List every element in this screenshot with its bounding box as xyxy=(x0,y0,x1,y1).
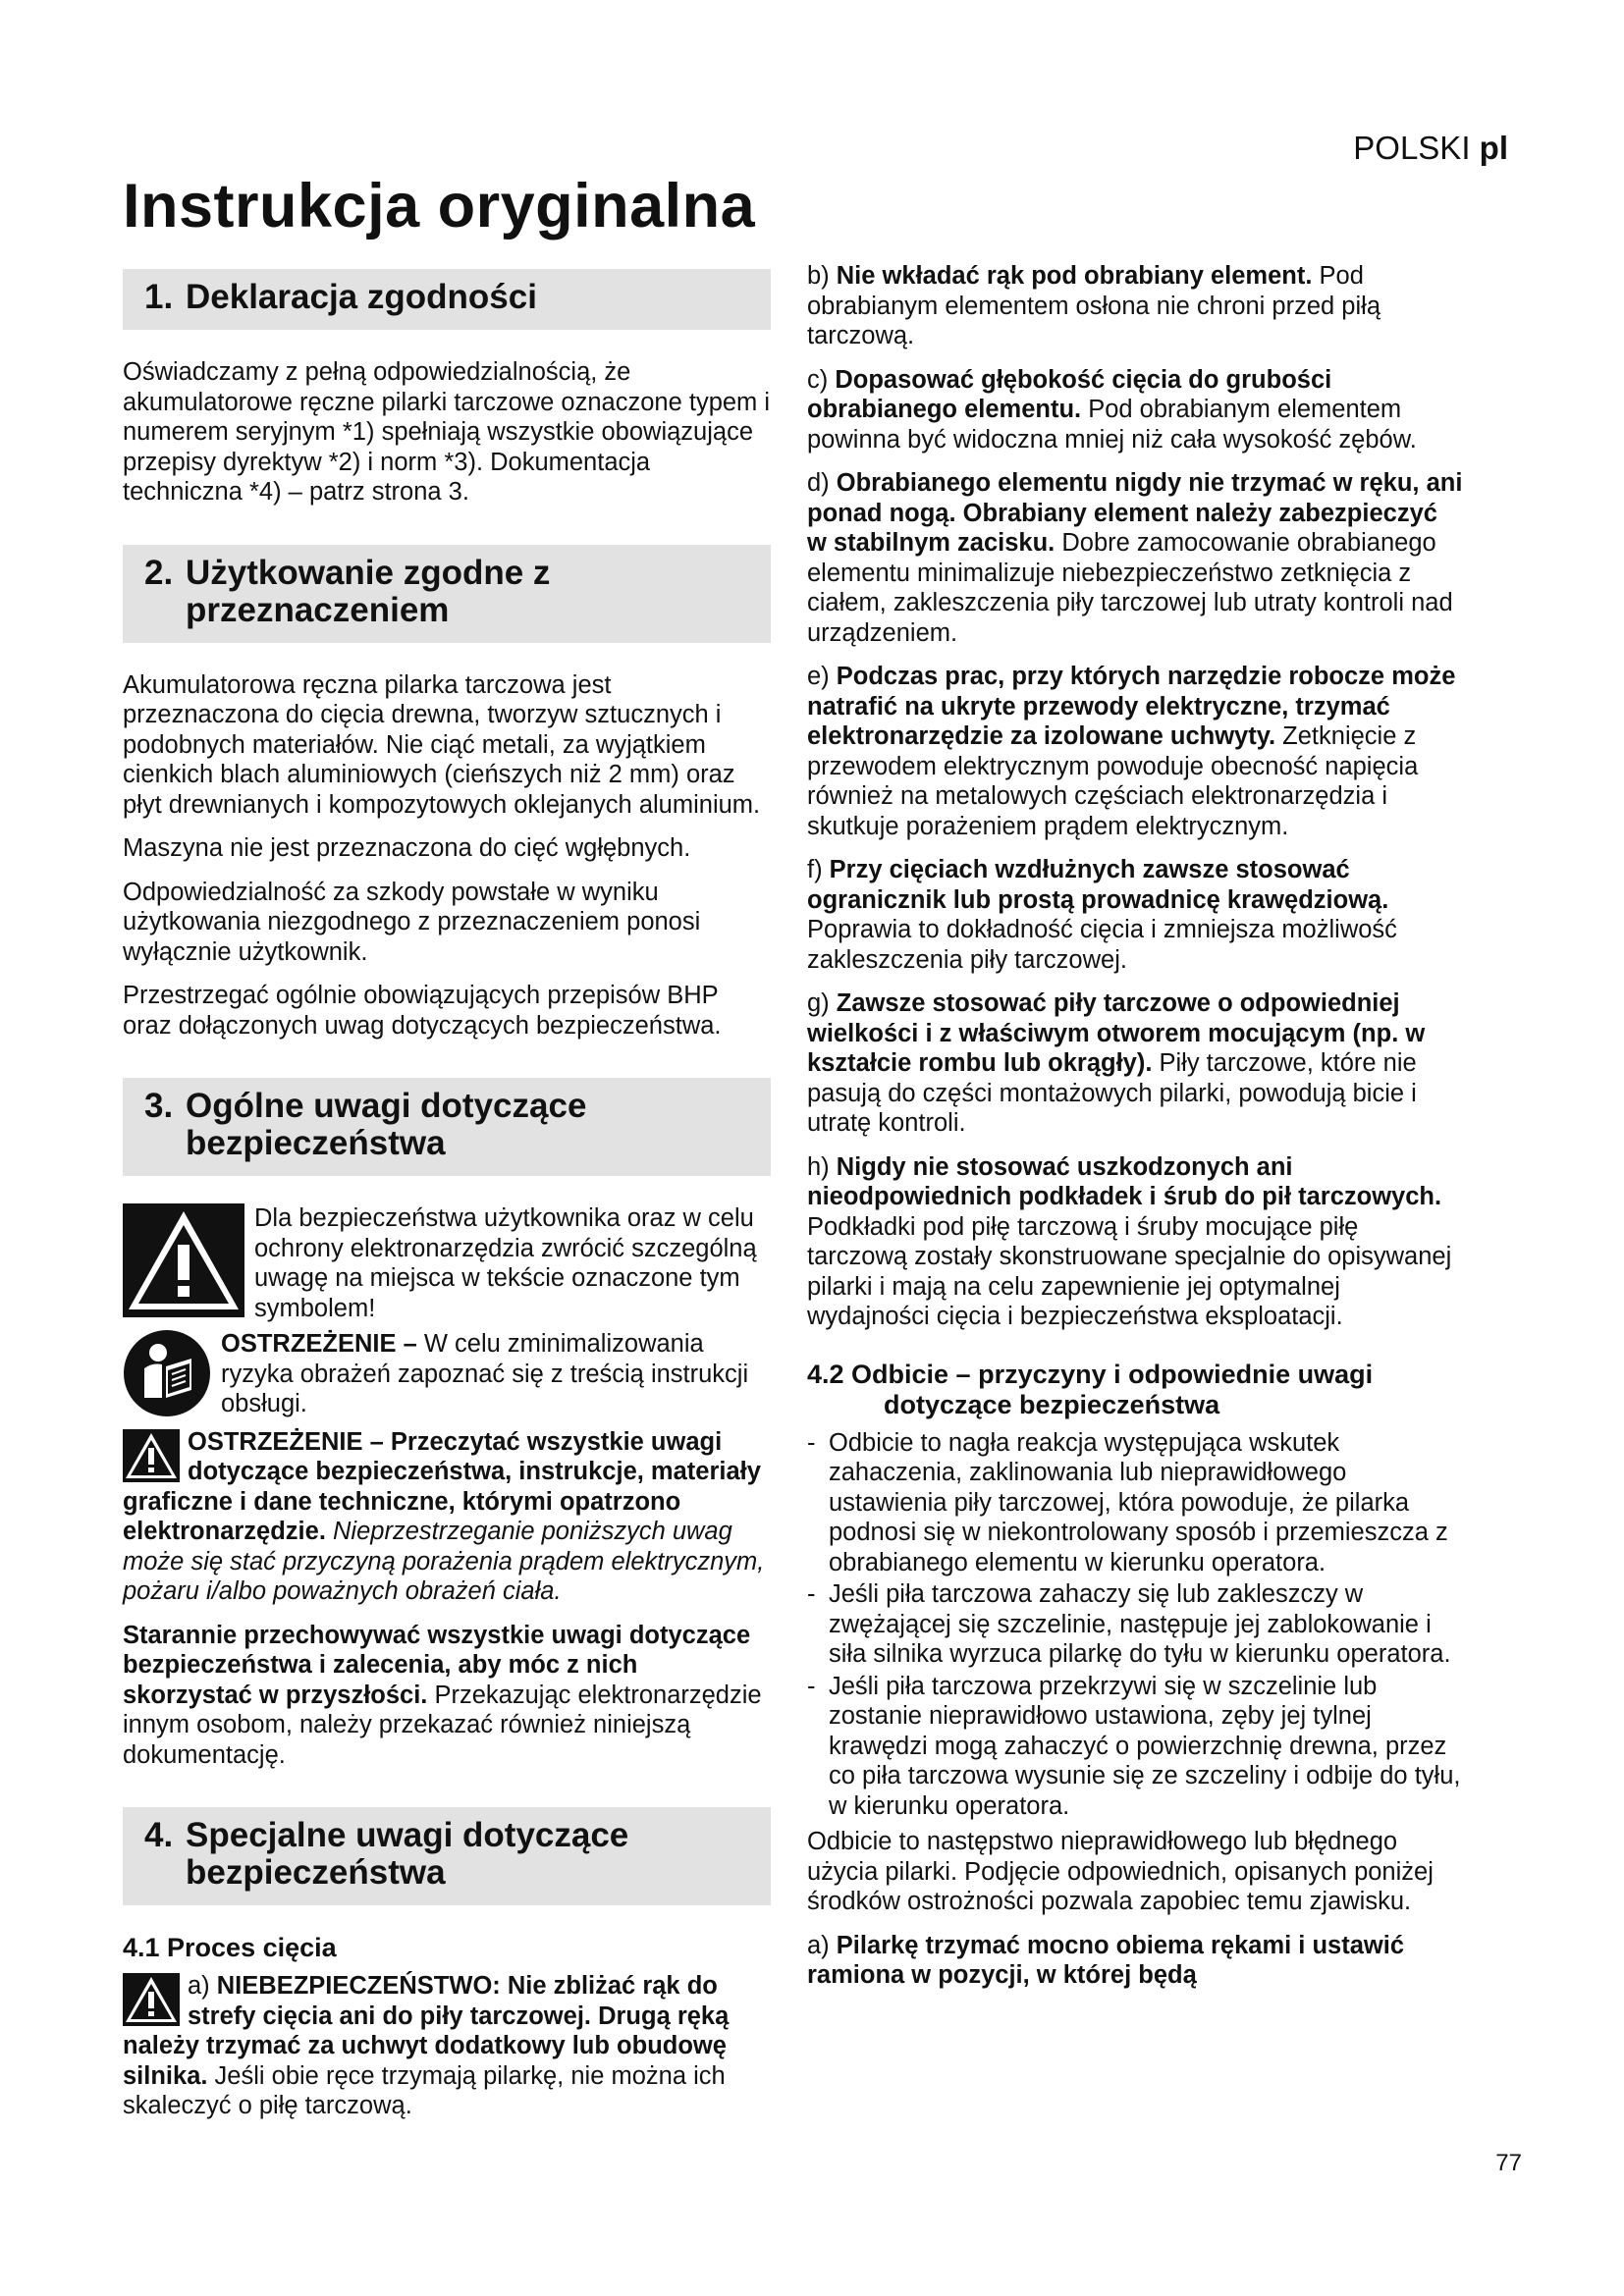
read-all-warning xyxy=(123,1427,771,1607)
section-title-line1: Specjalne uwagi dotyczące xyxy=(186,1816,629,1854)
item-prefix: a) xyxy=(807,1931,837,1959)
kickback-list xyxy=(807,1428,1463,1822)
language-label xyxy=(1316,130,1508,167)
rule-c xyxy=(807,365,1463,455)
rule-f xyxy=(807,855,1463,975)
item-bold: NIEBEZPIECZEŃSTWO: Nie zbliżać rąk do strefy cięcia ani do piły tarczowej. Drugą ręką należy trzymać za uchwyt dodatkowy lub obudowę silnika. xyxy=(123,1972,730,2090)
section-number: 2. xyxy=(144,553,174,592)
rule-b xyxy=(807,261,1463,351)
section-title-line1: Ogólne uwagi dotyczące xyxy=(186,1087,587,1125)
page-number: 77 xyxy=(1495,2150,1522,2176)
section-title-line1: Użytkowanie zgodne z xyxy=(186,553,551,592)
keep-normal: Przekazując elektronarzędzie innym osobom, należy przekazać również niniejszą dokumentację. xyxy=(123,1681,762,1769)
section-1-heading xyxy=(123,269,771,330)
language-name: POLSKI xyxy=(1353,130,1471,166)
warning-triangle-small-icon xyxy=(123,1973,180,2026)
warning-label: OSTRZEŻENIE – xyxy=(221,1330,417,1358)
item-text: Zetknięcie z przewodem elektrycznym powoduje obecność napięcia również na metalowych częściach elektronarzędzia i skutkuje porażeniem prądem elektrycznym. xyxy=(807,722,1419,840)
warning-triangle-small-icon xyxy=(123,1429,180,1482)
section-number: 1. xyxy=(144,278,174,316)
safety-symbol-note xyxy=(123,1203,771,1329)
item-bold: Nie wkładać rąk pod obrabiany element. xyxy=(836,262,1313,290)
item-prefix: h) xyxy=(807,1152,837,1181)
section-title: Deklaracja zgodności xyxy=(186,278,537,316)
list-item: - Jeśli piła tarczowa przekrzywi się w szczelinie lub zostanie nieprawidłowo ustawiona, zęby jej tylnej krawędzi mogą zahaczyć o powierzchnię drewna, przez co piła tarczowa wysunie się ze szczeliny i odbije do tyłu, w kierunku operatora. xyxy=(807,1672,1463,1822)
kickback-summary: Odbicie to następstwo nieprawidłowego lub błędnego użycia pilarki. Podjęcie odpowiednich, opisanych poniżej środków ostrożności pozwala zapobiec temu zjawisku. xyxy=(807,1828,1434,1915)
subsection-title-line2: dotyczące bezpieczeństwa xyxy=(884,1389,1220,1419)
plunge-cut-note: Maszyna nie jest przeznaczona do cięć wgłębnych. xyxy=(123,834,691,862)
section-number: 3. xyxy=(144,1087,174,1125)
item-bold: Obrabianego elementu nigdy nie trzymać w ręku, ani ponad nogą. Obrabiany element należy zabezpieczyć w stabilnym zacisku. xyxy=(807,469,1463,557)
subsection-title-line1: 4.2 Odbicie – przyczyny i odpowiednie uwagi xyxy=(807,1359,1374,1389)
section-number: 4. xyxy=(144,1816,174,1854)
item-text: Dobre zamocowanie obrabianego elementu minimalizuje niebezpieczeństwo zetknięcia z ciałem, zakleszczenia piły tarczowej lub utraty kontroli nad urządzeniem. xyxy=(807,529,1453,647)
symbol-explanation: Dla bezpieczeństwa użytkownika oraz w celu ochrony elektronarzędzia zwrócić szczególną uwagę na miejsca w tekście oznaczone tym symbolem! xyxy=(254,1204,757,1322)
keep-instructions-text xyxy=(123,1621,771,1771)
warning-bold-text: OSTRZEŻENIE – Przeczytać wszystkie uwagi dotyczące bezpieczeństwa, instrukcje, materiały graficzne i dane techniczne, którymi opatrzono elektronarzędzie. xyxy=(123,1427,761,1545)
read-manual-warning xyxy=(123,1329,771,1427)
item-bold: Pilarkę trzymać mocno obiema rękami i ustawić ramiona w pozycji, w której będą xyxy=(807,1931,1405,1989)
declaration-text: Oświadczamy z pełną odpowiedzialnością, że akumulatorowe ręczne pilarki tarczowe oznaczone typem i numerem seryjnym *1) spełniają wszystkie obowiązujące przepisy dyrektyw *2) i norm *3). Dokumentacja techniczna *4) – patrz strona 3. xyxy=(123,358,771,506)
rule-a2 xyxy=(807,1931,1463,1991)
rule-g xyxy=(807,988,1463,1139)
subsection-4-1-heading: 4.1 Proces cięcia xyxy=(123,1933,337,1962)
keep-bold: Starannie przechowywać wszystkie uwagi dotyczące bezpieczeństwa i zalecenia, aby móc z nich skorzystać w przyszłości. xyxy=(123,1621,751,1709)
subsection-4-2-heading xyxy=(807,1360,1463,1420)
safety-rules-text: Przestrzegać ogólnie obowiązujących przepisów BHP oraz dołączonych uwag dotyczących bezpieczeństwa. xyxy=(123,982,722,1040)
item-text: Podkładki pod piłę tarczową i śruby mocujące piłę tarczową zostały skonstruowane specjalnie do opisywanej pilarki i mają na celu zapewnienie jej optymalnej wydajności cięcia i bezpieczeństwa eksploatacji. xyxy=(807,1212,1452,1330)
rule-d xyxy=(807,468,1463,648)
item-prefix: a) xyxy=(188,1972,217,2000)
item-prefix: b) xyxy=(807,262,837,290)
warning-italic-text: Nieprzestrzeganie poniższych uwag może się stać przyczyną porażenia prądem elektrycznym, pożaru i/albo poważnych obrażeń ciała. xyxy=(123,1518,765,1605)
item-text: Poprawia to dokładność cięcia i zmniejsza możliwość zakleszczenia piły tarczowej. xyxy=(807,916,1397,974)
item-bold: Dopasować głębokość cięcia do grubości obrabianego elementu. xyxy=(807,365,1332,423)
section-title-line2: bezpieczeństwa xyxy=(186,1853,446,1892)
danger-hands-text xyxy=(123,1971,771,2121)
item-bold: Podczas prac, przy których narzędzie robocze może natrafić na ukryte przewody elektryczne, trzymać elektronarzędzie za izolowane uchwyty. xyxy=(807,663,1456,750)
language-code: pl xyxy=(1479,130,1508,166)
item-bold: Przy cięciach wzdłużnych zawsze stosować ogranicznik lub prostą prowadnicę krawędziową. xyxy=(807,856,1389,914)
read-manual-icon xyxy=(123,1329,211,1417)
item-prefix: g) xyxy=(807,989,837,1017)
item-prefix: e) xyxy=(807,663,837,690)
rule-h xyxy=(807,1152,1463,1332)
section-title-line2: przeznaczeniem xyxy=(186,590,450,629)
left-column xyxy=(123,269,771,2135)
rule-e xyxy=(807,662,1463,841)
item-text: Pod obrabianym elementem osłona nie chroni przed piłą tarczową. xyxy=(807,262,1380,349)
liability-text: Odpowiedzialność za szkody powstałe w wyniku użytkowania niezgodnego z przeznaczeniem ponosi wyłącznie użytkownik. xyxy=(123,878,701,966)
section-3-heading xyxy=(123,1078,771,1176)
list-item: - Odbicie to nagła reakcja występująca wskutek zahaczenia, zaklinowania lub nieprawidłowego ustawienia piły tarczowej, która powoduje, że pilarka podnosi się w niekontrolowany sposób i przemieszcza z obrabianego elementu w kierunku operatora. xyxy=(807,1428,1463,1578)
item-bold: Zawsze stosować piły tarczowe o odpowiedniej wielkości i z właściwym otworem mocującym (np. w kształcie rombu lub okrągły). xyxy=(807,989,1426,1077)
section-4-heading xyxy=(123,1807,771,1905)
right-column xyxy=(807,261,1463,2004)
item-text: Pod obrabianym elementem powinna być widoczna mniej niż cała wysokość zębów. xyxy=(807,396,1417,454)
item-bold: Nigdy nie stosować uszkodzonych ani nieodpowiednich podkładek i śrub do pił tarczowych. xyxy=(807,1152,1442,1210)
item-text: Jeśli obie ręce trzymają pilarkę, nie można ich skaleczyć o piłę tarczową. xyxy=(123,2061,726,2119)
intended-use-text: Akumulatorowa ręczna pilarka tarczowa jest przeznaczona do cięcia drewna, tworzyw sztucznych i podobnych materiałów. Nie ciąć metali, za wyjątkiem cienkich blach aluminiowych (cieńszych niż 2 mm) oraz płyt drewnianych i kompozytowych oklejanych aluminium. xyxy=(123,670,761,819)
item-prefix: c) xyxy=(807,365,836,394)
list-item: - Jeśli piła tarczowa zahaczy się lub zakleszczy w zwężającej się szczelinie, następuje jej zablokowanie i siła silnika wyrzuca pilarkę do tyłu w kierunku operatora. xyxy=(807,1579,1463,1670)
warning-text: W celu zminimalizowania ryzyka obrażeń zapoznać się z treścią instrukcji obsługi. xyxy=(221,1330,749,1417)
document-title: Instrukcja oryginalna xyxy=(123,172,756,240)
section-2-heading xyxy=(123,545,771,643)
item-text: Piły tarczowe, które nie pasują do części montażowych pilarki, powodują bicie i utratę kontroli. xyxy=(807,1049,1417,1137)
item-prefix: d) xyxy=(807,469,837,497)
warning-triangle-icon xyxy=(123,1203,244,1317)
item-prefix: f) xyxy=(807,856,830,883)
section-title-line2: bezpieczeństwa xyxy=(186,1124,446,1162)
